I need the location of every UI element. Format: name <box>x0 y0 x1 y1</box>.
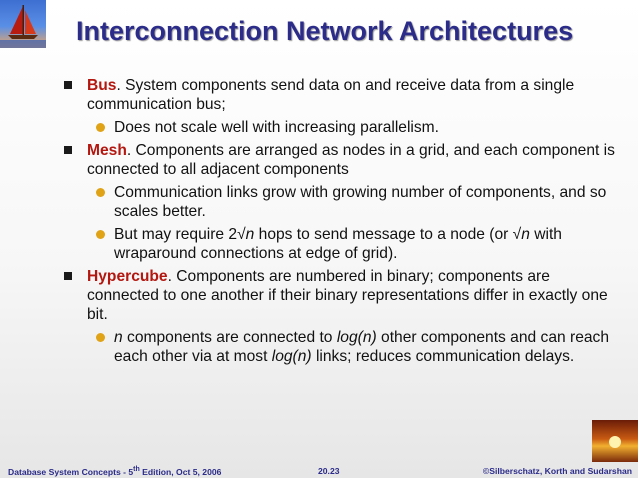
sub-bullet <box>64 183 619 221</box>
footer-book-info: Database System Concepts - 5th Edition, Oct 5, 2006 <box>8 466 222 477</box>
sub-bullet <box>64 328 619 366</box>
sub-bullet-text: Does not scale well with increasing parallelism. <box>114 119 440 136</box>
bullet-text: . System components send data on and receive data from a single communication bus; <box>87 77 575 113</box>
footer-copyright: ©Silberschatz, Korth and Sudarshan <box>482 466 632 476</box>
square-bullet-icon <box>64 81 72 89</box>
sub-bullet-text: But may require 2√n hops to send message to a node (or √n with wraparound connections at edge of grid). <box>114 226 562 262</box>
slide-title: Interconnection Network Architectures <box>76 16 574 46</box>
round-bullet-icon <box>96 123 105 132</box>
sub-bullet-text: n components are connected to log(n) other components and can reach each other via at most log(n) links; reduces communication delays. <box>114 329 610 365</box>
square-bullet-icon <box>64 272 72 280</box>
slide-content <box>64 76 619 370</box>
bullet-bus <box>64 76 619 114</box>
keyword-mesh: Mesh <box>87 142 127 159</box>
round-bullet-icon <box>96 230 105 239</box>
keyword-bus: Bus <box>87 77 117 94</box>
round-bullet-icon <box>96 333 105 342</box>
sub-bullet <box>64 118 619 137</box>
round-bullet-icon <box>96 188 105 197</box>
footer-page-number: 20.23 <box>318 466 340 476</box>
square-bullet-icon <box>64 146 72 154</box>
sub-bullet-text: Communication links grow with growing number of components, and so scales better. <box>114 184 607 220</box>
bullet-hypercube <box>64 267 619 324</box>
sunset-image <box>592 420 638 462</box>
keyword-hypercube: Hypercube <box>87 268 168 285</box>
sub-bullet <box>64 225 619 263</box>
sailboat-logo <box>0 0 46 48</box>
bullet-mesh <box>64 141 619 179</box>
bullet-text: . Components are arranged as nodes in a grid, and each component is connected to all adjacent components <box>87 142 615 178</box>
sailboat-icon <box>0 0 46 48</box>
sun-icon <box>609 436 621 448</box>
bullet-text: . Components are numbered in binary; components are connected to one another if their binary representations differ in exactly one bit. <box>87 268 608 323</box>
